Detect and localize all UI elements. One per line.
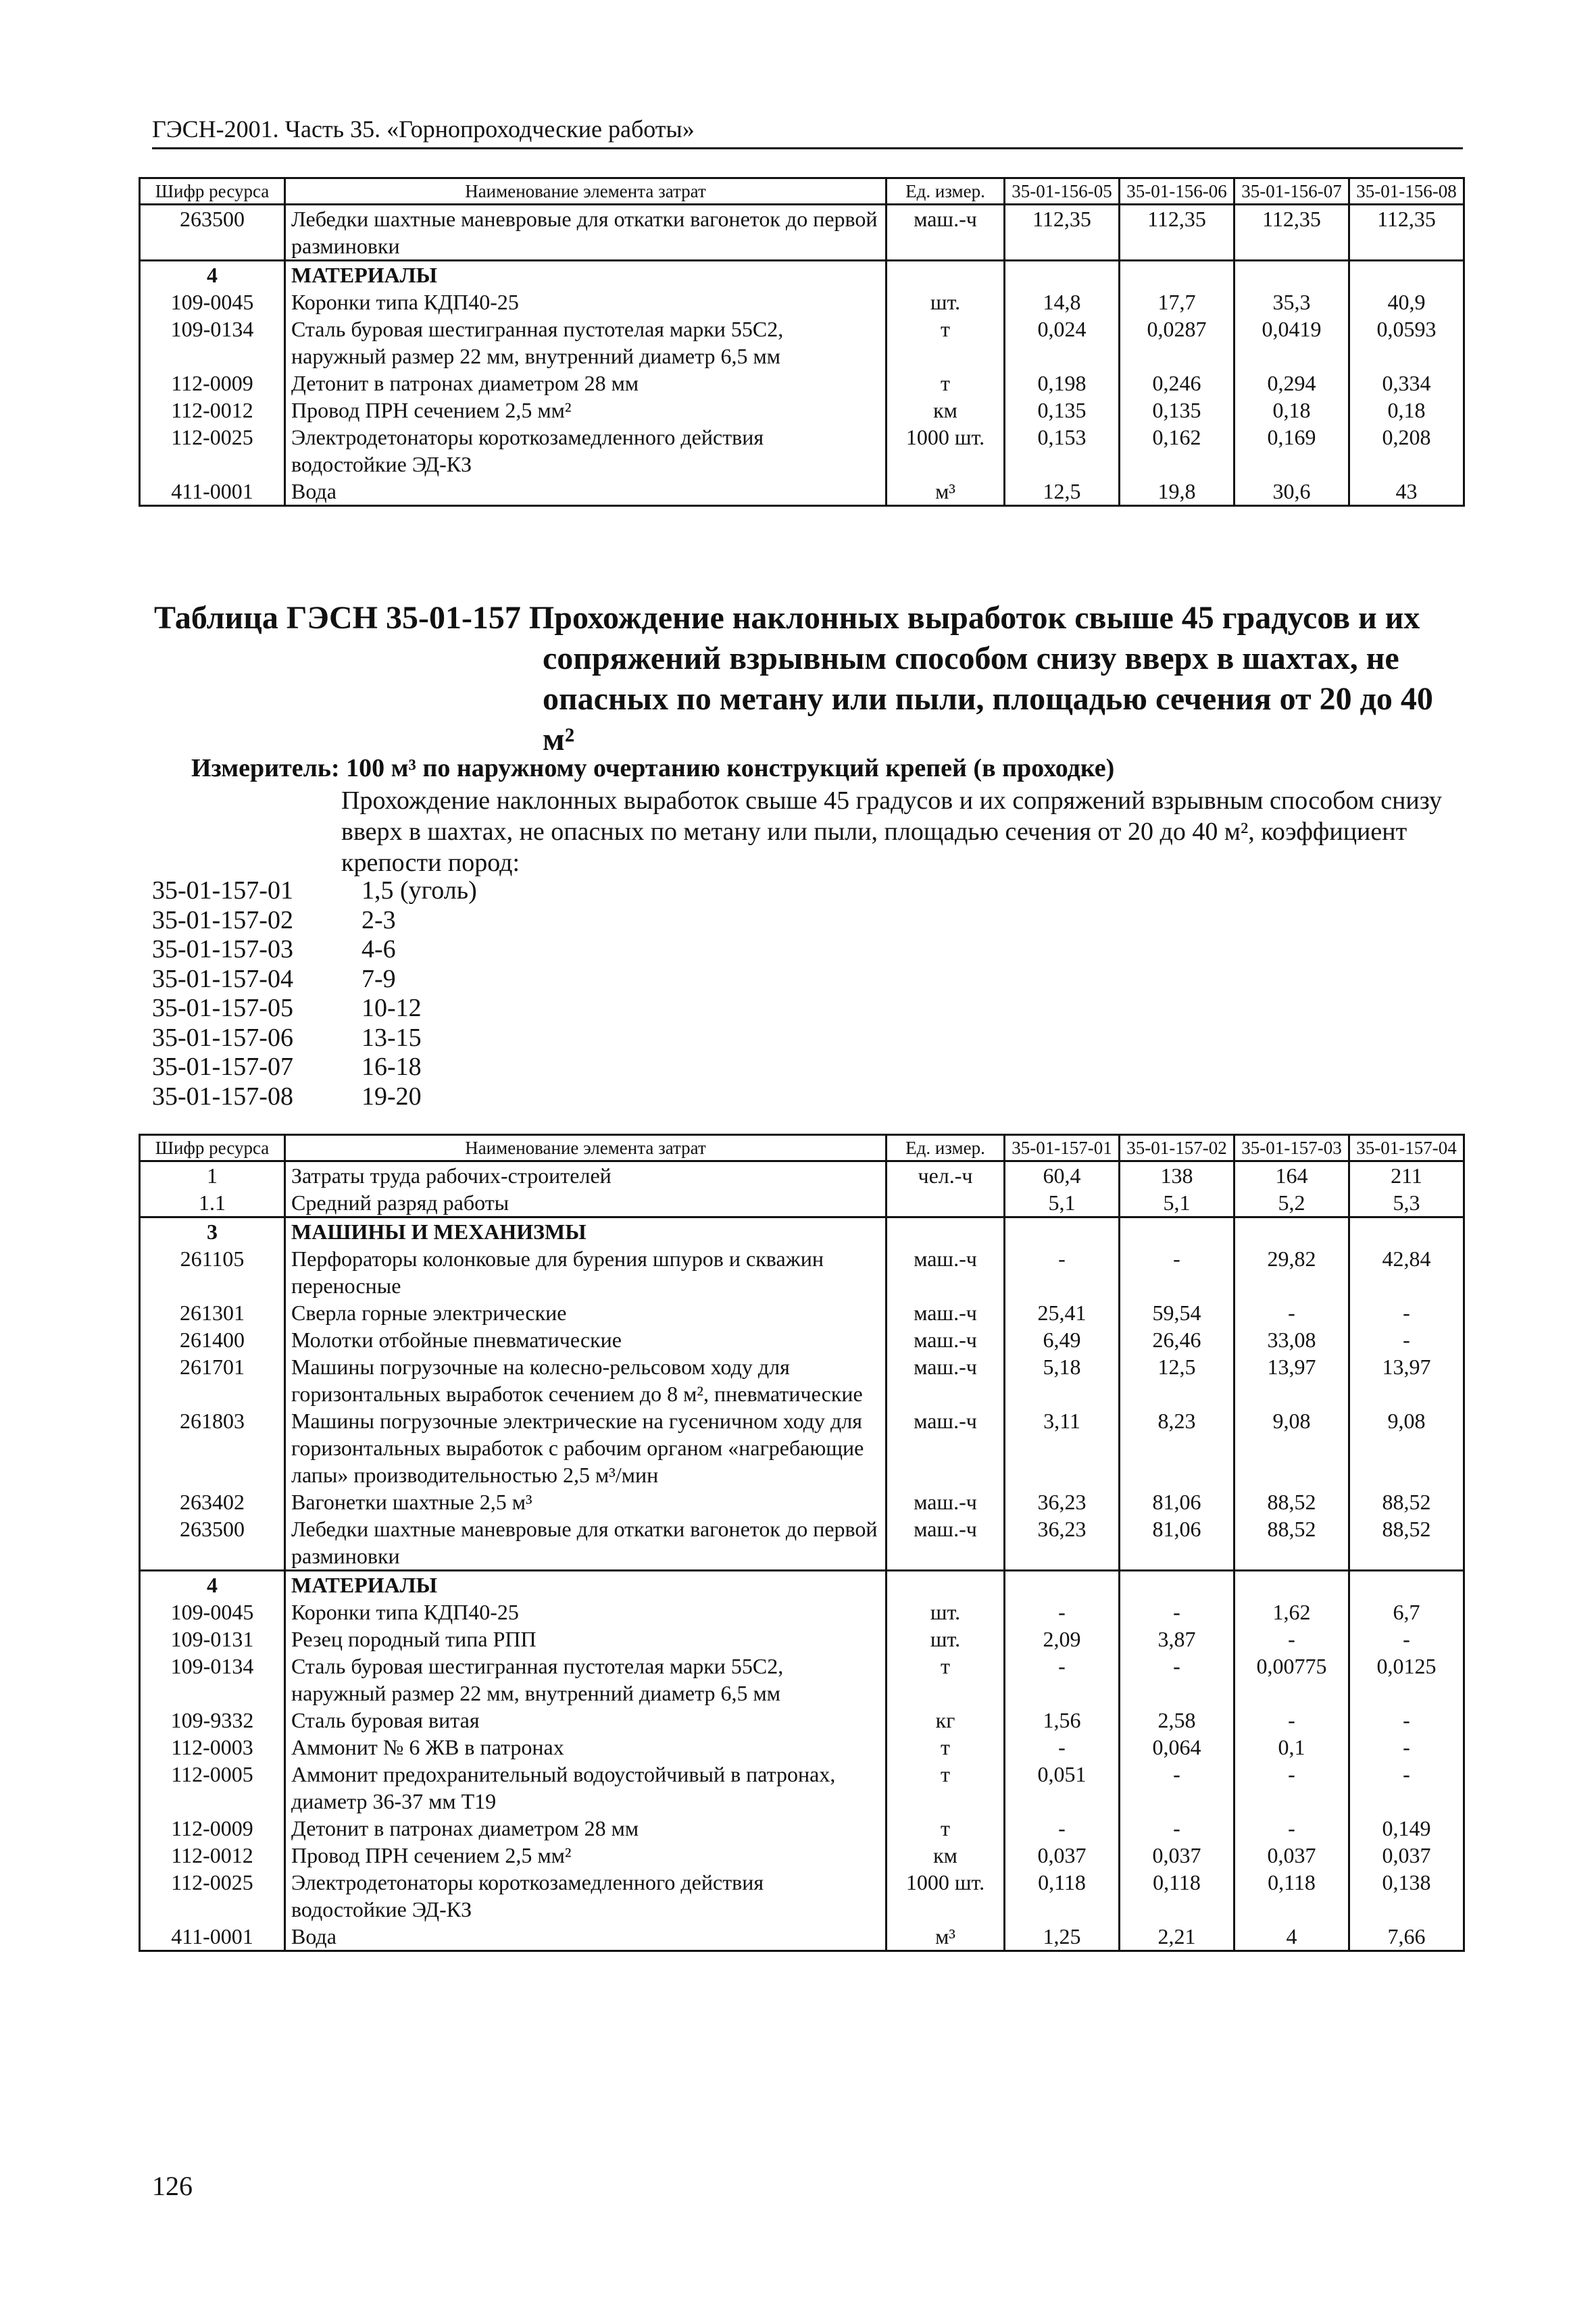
value-cell: 6,49 (1005, 1326, 1120, 1353)
resource-code-cell: 109-0134 (140, 1653, 285, 1707)
value-cell: 0,024 (1005, 316, 1120, 370)
unit-cell: кг (887, 1707, 1005, 1734)
value-cell: 1,56 (1005, 1707, 1120, 1734)
table-row (140, 1734, 1464, 1761)
value-cell: 3,87 (1120, 1626, 1235, 1653)
value-cell: 13,97 (1349, 1353, 1464, 1407)
table-header (140, 1135, 1464, 1161)
value-cell: - (1005, 1734, 1120, 1761)
resource-name-cell: Молотки отбойные пневматические (285, 1326, 887, 1353)
value-cell: 0,037 (1005, 1842, 1120, 1869)
value-cell: 5,2 (1235, 1189, 1349, 1217)
value-cell: - (1120, 1653, 1235, 1707)
resource-code-cell: 261400 (140, 1326, 285, 1353)
unit-cell: чел.-ч (887, 1161, 1005, 1190)
resource-name-cell: Лебедки шахтные маневровые для откатки вагонеток до первой разминовки (285, 1515, 887, 1571)
resource-name-cell: Детонит в патронах диаметром 28 мм (285, 1815, 887, 1842)
value-cell: 5,3 (1349, 1189, 1464, 1217)
resource-code-cell: 261803 (140, 1407, 285, 1488)
col-norm-header: 35-01-156-06 (1120, 178, 1235, 205)
value-cell: 5,1 (1005, 1189, 1120, 1217)
table-row (140, 397, 1464, 424)
table-row (140, 1869, 1464, 1923)
resource-name-cell: Перфораторы колонковые для бурения шпуров и скважин переносные (285, 1245, 887, 1299)
value-cell: 2,21 (1120, 1923, 1235, 1951)
unit-cell: маш.-ч (887, 1407, 1005, 1488)
unit-cell: т (887, 1734, 1005, 1761)
table-row (140, 1653, 1464, 1707)
unit-cell: маш.-ч (887, 1515, 1005, 1571)
value-cell (1235, 1571, 1349, 1599)
unit-cell: т (887, 1653, 1005, 1707)
norm-code: 35-01-157-03 (152, 935, 293, 963)
unit-cell: т (887, 370, 1005, 397)
resource-name-cell: Провод ПРН сечением 2,5 мм² (285, 1842, 887, 1869)
norm-code-item (152, 1082, 477, 1112)
resource-code-cell: 112-0025 (140, 1869, 285, 1923)
value-cell (1235, 261, 1349, 289)
resource-code-cell: 109-0045 (140, 288, 285, 316)
resource-code-cell: 112-0005 (140, 1761, 285, 1815)
table-body (140, 205, 1464, 506)
resource-code-cell: 112-0009 (140, 1815, 285, 1842)
col-norm-header: 35-01-156-05 (1005, 178, 1120, 205)
col-norm-header: 35-01-157-02 (1120, 1135, 1235, 1161)
unit-cell: км (887, 397, 1005, 424)
resource-name-cell: Сверла горные электрические (285, 1299, 887, 1326)
table-row (140, 288, 1464, 316)
resource-code-cell: 1.1 (140, 1189, 285, 1217)
value-cell: 2,58 (1120, 1707, 1235, 1734)
col-norm-header: 35-01-157-04 (1349, 1135, 1464, 1161)
value-cell (1120, 1571, 1235, 1599)
table-row (140, 1842, 1464, 1869)
value-cell: - (1005, 1815, 1120, 1842)
value-cell: 40,9 (1349, 288, 1464, 316)
rock-hardness-value: 7-9 (361, 964, 396, 993)
value-cell: 112,35 (1005, 205, 1120, 261)
value-cell: - (1235, 1707, 1349, 1734)
norm-code: 35-01-157-06 (152, 1023, 293, 1052)
table-row (140, 1161, 1464, 1190)
resource-name-cell: МАТЕРИАЛЫ (285, 1571, 887, 1599)
col-unit-header: Ед. измер. (887, 1135, 1005, 1161)
norm-code: 35-01-157-01 (152, 876, 293, 905)
table-row (140, 1245, 1464, 1299)
rock-hardness-value: 1,5 (уголь) (361, 876, 477, 905)
value-cell: 35,3 (1235, 288, 1349, 316)
resource-code-cell: 109-0131 (140, 1626, 285, 1653)
value-cell: 112,35 (1235, 205, 1349, 261)
value-cell: 112,35 (1349, 205, 1464, 261)
value-cell: 12,5 (1120, 1353, 1235, 1407)
value-cell: 0,149 (1349, 1815, 1464, 1842)
value-cell: 211 (1349, 1161, 1464, 1190)
table-row (140, 1599, 1464, 1626)
value-cell: 43 (1349, 478, 1464, 506)
table-row (140, 424, 1464, 478)
value-cell: 0,0593 (1349, 316, 1464, 370)
value-cell: - (1349, 1734, 1464, 1761)
resource-code-cell: 1 (140, 1161, 285, 1190)
table-row (140, 1815, 1464, 1842)
value-cell: 0,18 (1349, 397, 1464, 424)
unit-cell (887, 1217, 1005, 1246)
page-number: 126 (152, 2171, 193, 2201)
norm-code: 35-01-157-04 (152, 964, 293, 993)
value-cell: 88,52 (1349, 1488, 1464, 1515)
rock-hardness-value: 2-3 (361, 905, 396, 934)
unit-cell (887, 261, 1005, 289)
col-unit-header: Ед. измер. (887, 178, 1005, 205)
resource-code-cell: 112-0012 (140, 397, 285, 424)
resource-name-cell: Вода (285, 478, 887, 506)
resource-name-cell: Вагонетки шахтные 2,5 м³ (285, 1488, 887, 1515)
value-cell: 9,08 (1349, 1407, 1464, 1488)
unit-cell (887, 1571, 1005, 1599)
resource-name-cell: МАТЕРИАЛЫ (285, 261, 887, 289)
value-cell: 0,118 (1235, 1869, 1349, 1923)
value-cell: 81,06 (1120, 1488, 1235, 1515)
rock-hardness-value: 19-20 (361, 1082, 422, 1111)
table-row (140, 478, 1464, 506)
resource-name-cell: Сталь буровая шестигранная пустотелая марки 55С2, наружный размер 22 мм, внутренний диаметр 6,5 мм (285, 1653, 887, 1707)
unit-cell: маш.-ч (887, 1245, 1005, 1299)
norm-code: 35-01-157-08 (152, 1082, 293, 1111)
resource-table-157 (139, 1134, 1465, 1952)
resource-name-cell: Коронки типа КДП40-25 (285, 288, 887, 316)
value-cell: 0,0419 (1235, 316, 1349, 370)
section-row (140, 261, 1464, 289)
col-norm-header: 35-01-157-01 (1005, 1135, 1120, 1161)
value-cell: 0,037 (1349, 1842, 1464, 1869)
table-row (140, 1407, 1464, 1488)
table-row (140, 1299, 1464, 1326)
value-cell: 4 (1235, 1923, 1349, 1951)
value-cell: 8,23 (1120, 1407, 1235, 1488)
table-row (140, 205, 1464, 261)
resource-code-cell: 112-0009 (140, 370, 285, 397)
value-cell: - (1349, 1761, 1464, 1815)
value-cell: 14,8 (1005, 288, 1120, 316)
value-cell: 0,064 (1120, 1734, 1235, 1761)
norm-code-item (152, 1024, 477, 1053)
value-cell: 0,051 (1005, 1761, 1120, 1815)
table-row (140, 1626, 1464, 1653)
value-cell: 0,334 (1349, 370, 1464, 397)
value-cell: 36,23 (1005, 1488, 1120, 1515)
unit-cell: м³ (887, 478, 1005, 506)
resource-code-cell: 109-0045 (140, 1599, 285, 1626)
unit-cell: маш.-ч (887, 1299, 1005, 1326)
value-cell: 33,08 (1235, 1326, 1349, 1353)
value-cell (1005, 1217, 1120, 1246)
col-norm-header: 35-01-157-03 (1235, 1135, 1349, 1161)
col-code-header: Шифр ресурса (140, 1135, 285, 1161)
resource-code-cell: 112-0012 (140, 1842, 285, 1869)
rock-hardness-value: 10-12 (361, 994, 422, 1022)
value-cell: 0,0287 (1120, 316, 1235, 370)
table-row (140, 1761, 1464, 1815)
value-cell: 42,84 (1349, 1245, 1464, 1299)
unit-cell: 1000 шт. (887, 424, 1005, 478)
norm-code-item (152, 935, 477, 965)
rock-hardness-value: 13-15 (361, 1023, 422, 1052)
unit-cell: маш.-ч (887, 205, 1005, 261)
resource-name-cell: Средний разряд работы (285, 1189, 887, 1217)
value-cell: 9,08 (1235, 1407, 1349, 1488)
resource-code-cell: 4 (140, 1571, 285, 1599)
value-cell: - (1005, 1245, 1120, 1299)
value-cell: 30,6 (1235, 478, 1349, 506)
resource-code-cell: 261105 (140, 1245, 285, 1299)
col-name-header: Наименование элемента затрат (285, 1135, 887, 1161)
value-cell: 29,82 (1235, 1245, 1349, 1299)
norm-code-item (152, 994, 477, 1024)
value-cell (1235, 1217, 1349, 1246)
value-cell: 0,037 (1235, 1842, 1349, 1869)
norm-code: 35-01-157-05 (152, 994, 293, 1022)
page-header: ГЭСН-2001. Часть 35. «Горнопроходческие работы» (152, 115, 1463, 149)
resource-name-cell: Электродетонаторы короткозамедленного действия водостойкие ЭД-КЗ (285, 1869, 887, 1923)
value-cell: 138 (1120, 1161, 1235, 1190)
value-cell: - (1349, 1299, 1464, 1326)
value-cell: 0,246 (1120, 370, 1235, 397)
value-cell: 5,18 (1005, 1353, 1120, 1407)
resource-code-cell: 3 (140, 1217, 285, 1246)
resource-name-cell: Машины погрузочные электрические на гусеничном ходу для горизонтальных выработок с рабочим органом «нагребающие лапы» производительностью 2,5 м³/мин (285, 1407, 887, 1488)
value-cell: 0,135 (1120, 397, 1235, 424)
resource-name-cell: Аммонит предохранительный водоустойчивый в патронах, диаметр 36-37 мм Т19 (285, 1761, 887, 1815)
table-row (140, 1515, 1464, 1571)
value-cell: 2,09 (1005, 1626, 1120, 1653)
resource-code-cell: 109-0134 (140, 316, 285, 370)
unit-cell: маш.-ч (887, 1326, 1005, 1353)
table-row (140, 370, 1464, 397)
value-cell (1005, 261, 1120, 289)
resource-name-cell: Коронки типа КДП40-25 (285, 1599, 887, 1626)
value-cell: 13,97 (1235, 1353, 1349, 1407)
resource-name-cell: Детонит в патронах диаметром 28 мм (285, 370, 887, 397)
unit-cell: шт. (887, 288, 1005, 316)
resource-table-156 (139, 177, 1465, 507)
unit-cell: шт. (887, 1626, 1005, 1653)
resource-code-cell: 4 (140, 261, 285, 289)
resource-name-cell: Вода (285, 1923, 887, 1951)
resource-code-cell: 411-0001 (140, 1923, 285, 1951)
title-line: опасных по метану или пыли, площадью сечения от 20 до 40 (543, 681, 1433, 717)
unit-cell: 1000 шт. (887, 1869, 1005, 1923)
resource-code-cell: 261301 (140, 1299, 285, 1326)
section-row (140, 1571, 1464, 1599)
table-description: Прохождение наклонных выработок свыше 45 градусов и их сопряжений взрывным способом снизу вверх в шахтах, не опасных по метану или пыли, площадью сечения от 20 до 40 м², коэффициент крепости пород: (341, 786, 1442, 877)
value-cell: - (1005, 1599, 1120, 1626)
value-cell: 0,294 (1235, 370, 1349, 397)
unit-cell (887, 1189, 1005, 1217)
value-cell: 0,1 (1235, 1734, 1349, 1761)
value-cell: - (1005, 1653, 1120, 1707)
value-cell: 0,138 (1349, 1869, 1464, 1923)
value-cell: 17,7 (1120, 288, 1235, 316)
resource-code-cell: 112-0025 (140, 424, 285, 478)
value-cell: 6,7 (1349, 1599, 1464, 1626)
resource-name-cell: Резец породный типа РПП (285, 1626, 887, 1653)
value-cell: 88,52 (1349, 1515, 1464, 1571)
value-cell: 25,41 (1005, 1299, 1120, 1326)
norm-codes-list (152, 876, 477, 1111)
value-cell: 26,46 (1120, 1326, 1235, 1353)
title-line: сопряжений взрывным способом снизу вверх в шахтах, не (543, 640, 1399, 676)
norm-code: 35-01-157-02 (152, 905, 293, 934)
unit-cell: км (887, 1842, 1005, 1869)
table-row (140, 1353, 1464, 1407)
value-cell: 0,153 (1005, 424, 1120, 478)
value-cell (1349, 1571, 1464, 1599)
resource-code-cell: 109-9332 (140, 1707, 285, 1734)
value-cell: - (1120, 1245, 1235, 1299)
value-cell: - (1120, 1761, 1235, 1815)
norm-code-item (152, 965, 477, 995)
resource-name-cell: Машины погрузочные на колесно-рельсовом ходу для горизонтальных выработок сечением до 8 м², пневматические (285, 1353, 887, 1407)
title-line: Таблица ГЭСН 35-01-157 Прохождение наклонных выработок свыше 45 градусов и их (154, 600, 1420, 636)
value-cell: 0,135 (1005, 397, 1120, 424)
value-cell: 7,66 (1349, 1923, 1464, 1951)
measure-unit: Измеритель: 100 м³ по наружному очертанию конструкций крепей (в проходке) (191, 754, 1115, 782)
unit-cell: т (887, 1815, 1005, 1842)
resource-name-cell: Аммонит № 6 ЖВ в патронах (285, 1734, 887, 1761)
value-cell: - (1235, 1815, 1349, 1842)
col-code-header: Шифр ресурса (140, 178, 285, 205)
table-row (140, 1923, 1464, 1951)
value-cell: 0,0125 (1349, 1653, 1464, 1707)
section-row (140, 1217, 1464, 1246)
value-cell (1349, 261, 1464, 289)
resource-name-cell: Затраты труда рабочих-строителей (285, 1161, 887, 1190)
table-row (140, 316, 1464, 370)
resource-name-cell: Провод ПРН сечением 2,5 мм² (285, 397, 887, 424)
value-cell: 59,54 (1120, 1299, 1235, 1326)
value-cell: 19,8 (1120, 478, 1235, 506)
value-cell: 0,118 (1120, 1869, 1235, 1923)
unit-cell: м³ (887, 1923, 1005, 1951)
value-cell: 81,06 (1120, 1515, 1235, 1571)
table-header (140, 178, 1464, 205)
value-cell (1349, 1217, 1464, 1246)
resource-name-cell: Сталь буровая витая (285, 1707, 887, 1734)
rock-hardness-value: 16-18 (361, 1053, 422, 1081)
unit-cell: т (887, 316, 1005, 370)
value-cell: - (1235, 1761, 1349, 1815)
value-cell: 1,62 (1235, 1599, 1349, 1626)
value-cell: 164 (1235, 1161, 1349, 1190)
table-row (140, 1189, 1464, 1217)
value-cell: 3,11 (1005, 1407, 1120, 1488)
resource-name-cell: Лебедки шахтные маневровые для откатки вагонеток до первой разминовки (285, 205, 887, 261)
value-cell: - (1349, 1707, 1464, 1734)
value-cell (1005, 1571, 1120, 1599)
value-cell: - (1349, 1626, 1464, 1653)
table-row (140, 1707, 1464, 1734)
value-cell (1120, 1217, 1235, 1246)
value-cell: 0,169 (1235, 424, 1349, 478)
resource-name-cell: МАШИНЫ И МЕХАНИЗМЫ (285, 1217, 887, 1246)
resource-code-cell: 263402 (140, 1488, 285, 1515)
value-cell: - (1349, 1326, 1464, 1353)
value-cell: 0,118 (1005, 1869, 1120, 1923)
unit-cell: т (887, 1761, 1005, 1815)
value-cell: 112,35 (1120, 205, 1235, 261)
value-cell: 36,23 (1005, 1515, 1120, 1571)
title-line: м² (543, 722, 575, 757)
rock-hardness-value: 4-6 (361, 935, 396, 963)
resource-code-cell: 263500 (140, 205, 285, 261)
resource-name-cell: Сталь буровая шестигранная пустотелая марки 55С2, наружный размер 22 мм, внутренний диаметр 6,5 мм (285, 316, 887, 370)
value-cell: - (1120, 1599, 1235, 1626)
col-norm-header: 35-01-156-07 (1235, 178, 1349, 205)
table-row (140, 1326, 1464, 1353)
value-cell: 12,5 (1005, 478, 1120, 506)
unit-cell: маш.-ч (887, 1353, 1005, 1407)
value-cell: - (1235, 1299, 1349, 1326)
resource-code-cell: 411-0001 (140, 478, 285, 506)
value-cell: 1,25 (1005, 1923, 1120, 1951)
value-cell: - (1235, 1626, 1349, 1653)
resource-code-cell: 261701 (140, 1353, 285, 1407)
table-title (154, 598, 1438, 760)
norm-code-item (152, 876, 477, 906)
unit-cell: шт. (887, 1599, 1005, 1626)
resource-code-cell: 263500 (140, 1515, 285, 1571)
value-cell: 0,18 (1235, 397, 1349, 424)
value-cell: - (1120, 1815, 1235, 1842)
value-cell: 88,52 (1235, 1515, 1349, 1571)
col-name-header: Наименование элемента затрат (285, 178, 887, 205)
table-body (140, 1161, 1464, 1951)
value-cell: 0,208 (1349, 424, 1464, 478)
col-norm-header: 35-01-156-08 (1349, 178, 1464, 205)
value-cell: 0,037 (1120, 1842, 1235, 1869)
norm-code: 35-01-157-07 (152, 1053, 293, 1081)
value-cell: 0,198 (1005, 370, 1120, 397)
unit-cell: маш.-ч (887, 1488, 1005, 1515)
resource-name-cell: Электродетонаторы короткозамедленного действия водостойкие ЭД-КЗ (285, 424, 887, 478)
norm-code-item (152, 1053, 477, 1082)
value-cell: 88,52 (1235, 1488, 1349, 1515)
resource-code-cell: 112-0003 (140, 1734, 285, 1761)
table-row (140, 1488, 1464, 1515)
value-cell: 5,1 (1120, 1189, 1235, 1217)
value-cell: 0,162 (1120, 424, 1235, 478)
norm-code-item (152, 906, 477, 936)
value-cell: 60,4 (1005, 1161, 1120, 1190)
value-cell (1120, 261, 1235, 289)
value-cell: 0,00775 (1235, 1653, 1349, 1707)
